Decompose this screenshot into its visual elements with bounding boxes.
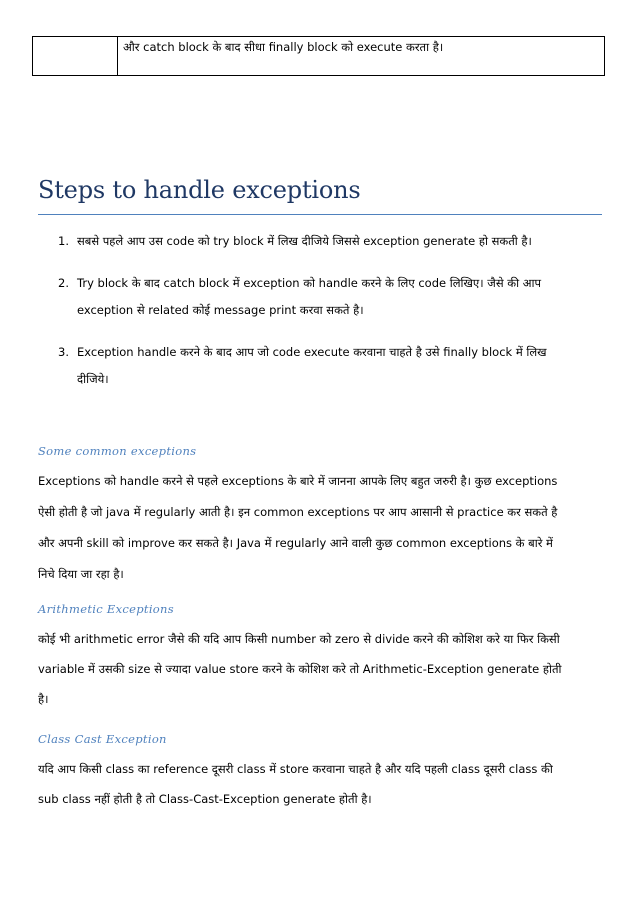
table-fragment (32, 36, 605, 76)
paragraph-line: है। (38, 692, 49, 706)
paragraph-line: यदि आप किसी class का reference दूसरी class में store करवाना चाहते है और यदि पहली class दूसरी class की (38, 762, 553, 776)
step-number: 3. (58, 345, 69, 359)
paragraph-line: variable में उसकी size से ज्यादा value store करने के कोशिश करे तो Arithmetic-Exception generate होती (38, 662, 562, 676)
step-text: दीजिये। (77, 372, 109, 386)
paragraph-line: और अपनी skill को improve कर सकते है। Java में regularly आने वाली कुछ common exceptions के बारे में (38, 536, 553, 550)
table-cell-left (33, 37, 118, 75)
table-cell-right: और catch block के बाद सीधा finally block को execute करता है। (123, 40, 444, 54)
section-heading: Steps to handle exceptions (38, 176, 361, 204)
step-text: Exception handle करने के बाद आप जो code execute करवाना चाहते है उसे finally block में लिख (77, 345, 547, 359)
step-number: 1. (58, 234, 69, 248)
step-text: Try block के बाद catch block में exception को handle करने के लिए code लिखिए। जैसे की आप (77, 276, 541, 290)
subheading-common: Some common exceptions (38, 444, 197, 458)
step-text: exception से related कोई message print करवा सकते है। (77, 303, 364, 317)
paragraph-line: कोई भी arithmetic error जैसे की यदि आप किसी number को zero से divide करने की कोशिश करे या फिर किसी (38, 632, 560, 646)
paragraph-line: sub class नहीं होती है तो Class-Cast-Exception generate होती है। (38, 792, 372, 806)
paragraph-line: Exceptions को handle करने से पहले exceptions के बारे में जानना आपके लिए बहुत जरुरी है। कुछ exceptions (38, 474, 558, 488)
heading-underline (38, 214, 602, 215)
subheading-arithmetic: Arithmetic Exceptions (38, 602, 174, 616)
step-number: 2. (58, 276, 69, 290)
paragraph-line: ऐसी होती है जो java में regularly आती है। इन common exceptions पर आप आसानी से practice कर सकते है (38, 505, 558, 519)
paragraph-line: निचे दिया जा रहा है। (38, 567, 124, 581)
subheading-class-cast: Class Cast Exception (38, 732, 167, 746)
step-text: सबसे पहले आप उस code को try block में लिख दीजिये जिससे exception generate हो सकती है। (77, 234, 532, 248)
